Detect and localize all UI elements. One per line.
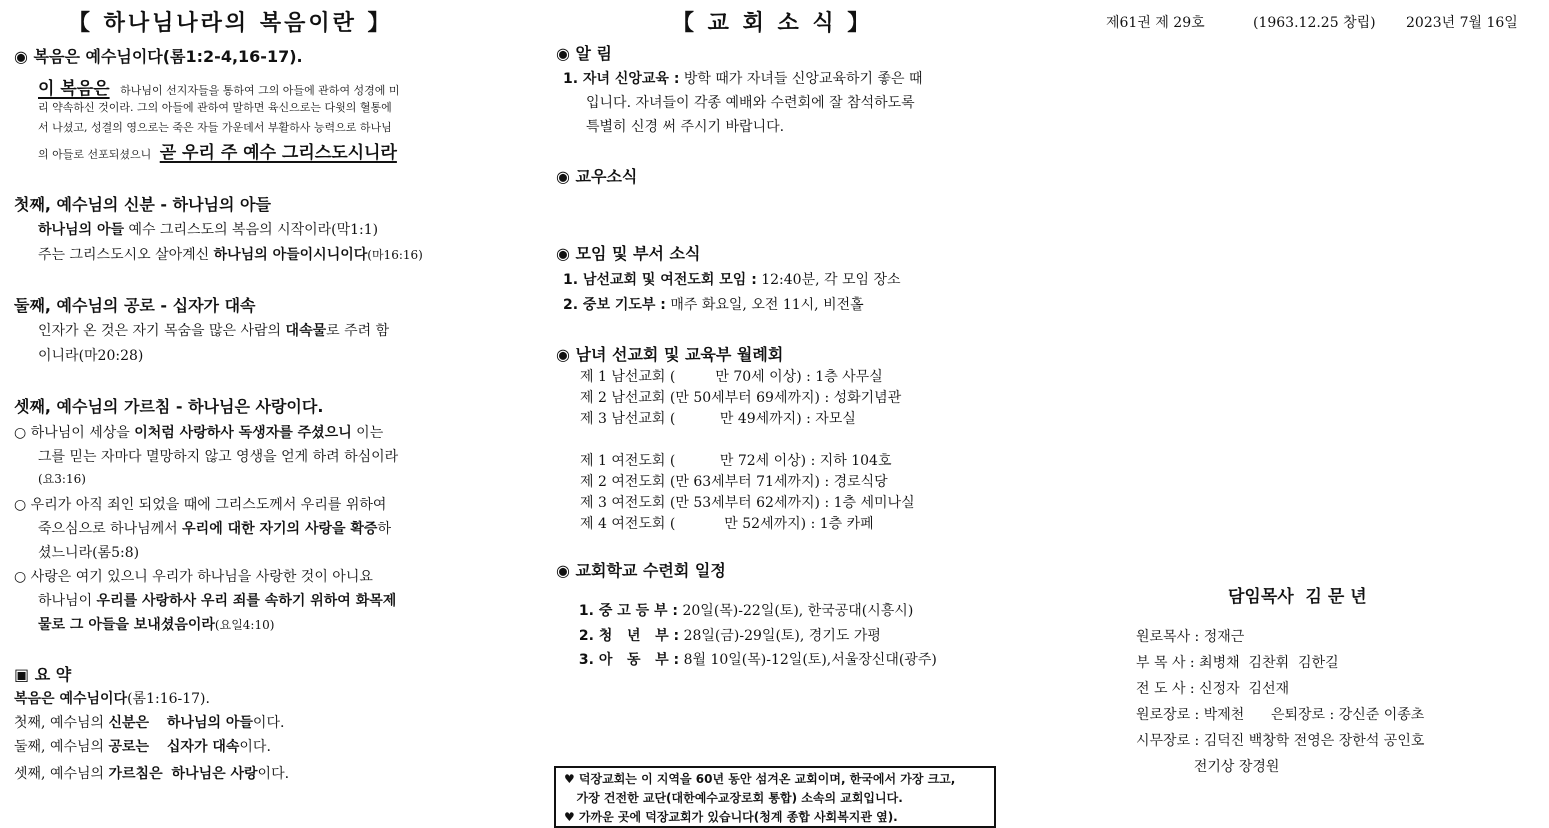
box-line3: ♥ 가까운 곳에 덕장교회가 있습니다(청계 종합 사회복지관 옆). <box>564 810 898 824</box>
second-line2: 이니라(마20:28) <box>38 348 144 364</box>
volume-number: 제61권 제 29호 <box>1106 15 1205 31</box>
third-b3: 셨느니라(롬5:8) <box>38 545 140 561</box>
third-b2: 죽으심으로 하나님께서 우리에 대한 자기의 사랑을 확증하 <box>38 521 391 537</box>
summary-line2: 둘째, 예수님의 공로는 십자가 대속이다. <box>14 739 271 755</box>
summary-line0: 복음은 예수님이다(롬1:16-17). <box>14 691 210 707</box>
meetings-heading: ◉ 모임 및 부서 소식 <box>556 244 701 263</box>
retreat-line1: 1. 중 고 등 부 : 20일(목)-22일(토), 한국공대(시흥시) <box>578 603 914 619</box>
gospel-intro-line4: 의 아들로 선포되셨으니 곧 우리 주 예수 그리스도시니라 <box>38 143 397 163</box>
monthly-row: 제 3 남선교회 ( 만 49세까지) : 자모실 <box>580 411 856 427</box>
notice-heading: ◉ 알 림 <box>556 44 613 63</box>
monthly-row: 제 4 여전도회 ( 만 52세까지) : 1층 카페 <box>580 516 874 532</box>
middle-title: 【 교 회 소 식 】 <box>672 11 873 36</box>
gospel-intro-line1: 이 복음은 하나님이 선지자들을 통하여 그의 아들에 관하여 성경에 미 <box>38 79 400 99</box>
monthly-row: 제 1 남선교회 ( 만 70세 이상) : 1층 사무실 <box>580 369 883 385</box>
gospel-tail: 곧 우리 주 예수 그리스도시니라 <box>159 143 397 163</box>
founded-date: (1963.12.25 창립) <box>1253 15 1376 31</box>
box-line1: ♥ 덕장교회는 이 지역을 60년 동안 섬겨온 교회이며, 한국에서 가장 크고, <box>564 772 956 786</box>
notice-line2: 입니다. 자녀들이 각종 예배와 수련회에 잘 참석하도록 <box>586 95 915 111</box>
first-heading: 첫째, 예수님의 신분 - 하나님의 아들 <box>14 195 271 214</box>
staff-line: 원로목사 : 정재근 <box>1136 629 1245 645</box>
third-heading: 셋째, 예수님의 가르침 - 하나님은 사랑이다. <box>14 397 324 416</box>
staff-line: 전기상 장경원 <box>1136 759 1280 775</box>
meetings-line1: 1. 남선교회 및 여전도회 모임 : 12:40분, 각 모임 장소 <box>563 272 901 288</box>
summary-line1: 첫째, 예수님의 신분은 하나님의 아들이다. <box>14 715 285 731</box>
third-a1: ○ 하나님이 세상을 이처럼 사랑하사 독생자를 주셨으니 이는 <box>14 425 384 441</box>
gospel-intro-line2: 리 약속하신 것이라. 그의 아들에 관하여 말하면 육신으로는 다윗의 혈통에 <box>38 101 392 114</box>
third-c3: 물로 그 아들을 보내셨음이라(요일4:10) <box>38 617 275 633</box>
box-line2: 가장 건전한 교단(대한예수교장로회 통합) 소속의 교회입니다. <box>564 791 903 805</box>
staff-line: 원로장로 : 박제천 은퇴장로 : 강신준 이종초 <box>1136 707 1425 723</box>
notice-line1: 1. 자녀 신앙교육 : 방학 때가 자녀들 신앙교육하기 좋은 때 <box>563 71 923 87</box>
monthly-row: 제 1 여전도회 ( 만 72세 이상) : 지하 104호 <box>580 453 892 469</box>
retreat-line3: 3. 아 동 부 : 8월 10일(목)-12일(토),서울장신대(광주) <box>578 652 937 668</box>
monthly-row: 제 2 남선교회 (만 50세부터 69세까지) : 성화기념관 <box>580 390 902 406</box>
third-a3: (요3:16) <box>38 472 86 486</box>
second-heading: 둘째, 예수님의 공로 - 십자가 대속 <box>14 296 256 315</box>
first-line1: 하나님의 아들 예수 그리스도의 복음의 시작이라(막1:1) <box>38 222 379 238</box>
retreat-line2: 2. 청 년 부 : 28일(금)-29일(토), 경기도 가평 <box>578 628 881 644</box>
gospel-heading: ◉ 복음은 예수님이다(롬1:2-4,16-17). <box>14 47 303 66</box>
members-heading: ◉ 교우소식 <box>556 167 638 186</box>
issue-date: 2023년 7월 16일 <box>1406 15 1518 31</box>
monthly-heading: ◉ 남녀 선교회 및 교육부 월례회 <box>556 345 784 364</box>
third-a2: 그를 믿는 자마다 멸망하지 않고 영생을 얻게 하려 하심이라 <box>38 449 399 465</box>
gospel-intro-line3: 서 나셨고, 성결의 영으로는 죽은 자들 가운데서 부활하사 능력으로 하나님 <box>38 121 392 134</box>
summary-heading: ▣ 요 약 <box>14 665 72 684</box>
gospel-lead: 이 복음은 <box>38 79 110 99</box>
third-c2: 하나님이 우리를 사랑하사 우리 죄를 속하기 위하여 화목제 <box>38 593 397 609</box>
meetings-line2: 2. 중보 기도부 : 매주 화요일, 오전 11시, 비전홀 <box>563 297 864 313</box>
senior-pastor: 담임목사 김 문 년 <box>1228 587 1367 607</box>
staff-line: 부 목 사 : 최병채 김찬휘 김한길 <box>1136 655 1339 671</box>
first-line2: 주는 그리스도시오 살아계신 하나님의 아들이시니이다(마16:16) <box>38 247 423 263</box>
staff-line: 전 도 사 : 신정자 김선재 <box>1136 681 1290 697</box>
notice-line3: 특별히 신경 써 주시기 바랍니다. <box>586 119 785 135</box>
summary-line3: 셋째, 예수님의 가르침은 하나님은 사랑이다. <box>14 766 290 782</box>
second-line1: 인자가 온 것은 자기 목숨을 많은 사람의 대속물로 주려 함 <box>38 323 390 339</box>
staff-line: 시무장로 : 김덕진 백창학 전영은 장한석 공인호 <box>1136 733 1425 749</box>
church-info-box <box>554 766 996 828</box>
third-b1: ○ 우리가 아직 죄인 되었을 때에 그리스도께서 우리를 위하여 <box>14 497 387 513</box>
monthly-row: 제 3 여전도회 (만 53세부터 62세까지) : 1층 세미나실 <box>580 495 915 511</box>
retreat-heading: ◉ 교회학교 수련회 일정 <box>556 561 726 580</box>
monthly-row: 제 2 여전도회 (만 63세부터 71세까지) : 경로식당 <box>580 474 888 490</box>
third-c1: ○ 사랑은 여기 있으니 우리가 하나님을 사랑한 것이 아니요 <box>14 569 373 585</box>
left-title: 【 하나님나라의 복음이란 】 <box>68 11 393 36</box>
